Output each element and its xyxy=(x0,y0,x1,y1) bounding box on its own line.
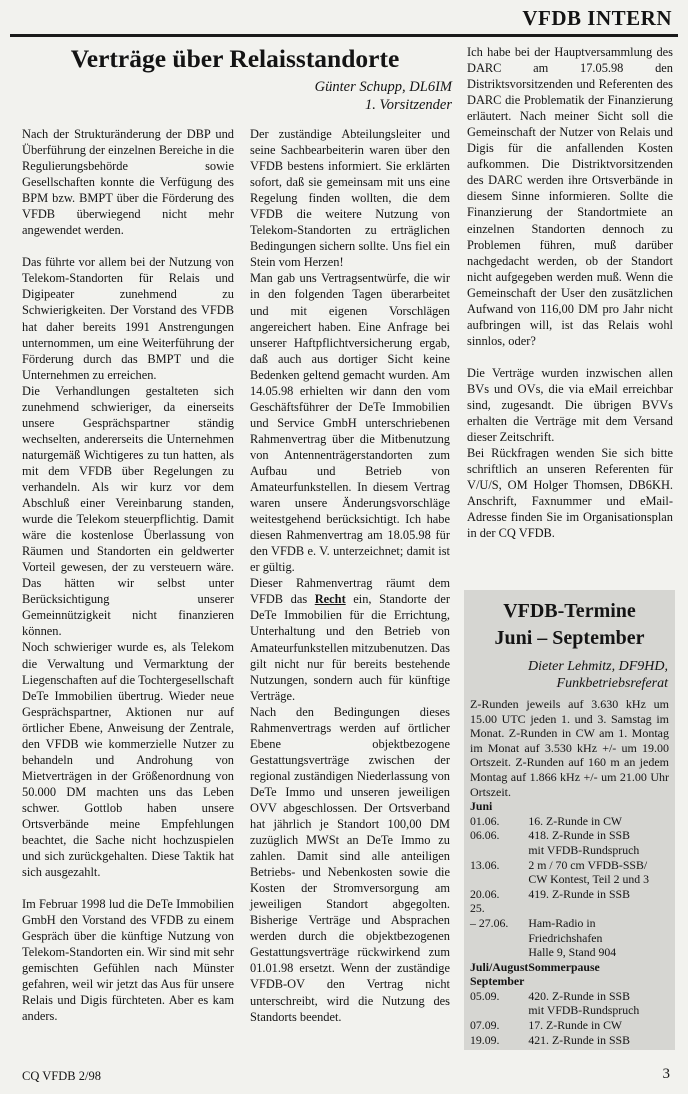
paragraph: Nach der Strukturänderung der DBP und Überführung der einzelnen Bereiche in die Regulierungsbehörde sowie Gesellschaften konnte die Verfügung des BPM bzw. BMPT über die Förderung des VFDB überwiegend nicht mehr angewendet werden. xyxy=(22,127,234,238)
event-text: 418. Z-Runde in SSB xyxy=(528,828,630,843)
footer-issue: CQ VFDB 2/98 xyxy=(22,1069,101,1083)
section-title: VFDB INTERN xyxy=(522,6,672,30)
table-row xyxy=(470,872,649,887)
table-row xyxy=(470,843,649,858)
event-date: – 27.06. xyxy=(470,915,509,930)
terms-title xyxy=(464,598,675,652)
article-column-1 xyxy=(22,126,234,1025)
event-text: Halle 9, Stand 904 xyxy=(528,945,617,960)
event-text xyxy=(528,901,649,916)
table-row xyxy=(470,828,649,843)
paragraph: Die Verhandlungen gestalteten sich zunehmend schwieriger, da einerseits unsere Gesprächspartner ständig wechselten, andererseits die Unternehmen naturgemäß Wichtigeres zu tun hatten, als mit dem VFDB über Regelungen zu verhandeln. Als wir kurz vor dem Abschluß einer Vereinbarung standen, wurde die Telekom steuerpflichtig. Damit wäre die kostenlose Überlassung von Räumen und Standorten ein geldwerter Vorteil gewesen, der zu versteuern wäre. Das hätten wir selbst unter Berücksichtigung unserer Gemeinnützigkeit nicht finanzieren können. xyxy=(22,383,234,639)
paragraph: Man gab uns Vertragsentwürfe, die wir in den folgenden Tagen überarbeitet und mit eigenen Vorschlägen angereichert haben. Eine Anfrage bei unserer Haftpflichtversicherung ergab, daß auch aus dortiger Sicht keine Bedenken geltend gemacht wurden. Am 14.05.98 erhielten wir dann den vom Geschäftsführer der DeTe Immobilien und Service GmbH unterschriebenen Rahmenvertrag über die Mitbenutzung von Antennenträgerstandorten zum Aufbau und Betrieb von Amateurfunkstellen. In diesem Vertrag waren unsere Änderungsvorschläge weitestgehend berücksichtigt. Ich habe diesen Rahmenvertrag am 18.05.98 für den VFDB e. V. unterzeichnet; damit ist er gültig. xyxy=(250,271,450,575)
event-date: 05.09. xyxy=(470,988,500,1003)
month-label: Juni xyxy=(470,799,493,814)
event-date xyxy=(470,945,528,960)
table-row xyxy=(470,931,649,946)
month-label: Juli/August xyxy=(470,959,529,974)
month-label: September xyxy=(470,974,525,989)
month-row xyxy=(470,974,649,989)
event-date: 13.06. xyxy=(470,857,500,872)
event-text: Friedrichshafen xyxy=(528,930,603,945)
page-number: 3 xyxy=(662,1066,670,1082)
recht-emphasis: Recht xyxy=(314,592,346,607)
event-text: mit VFDB-Rundspruch xyxy=(528,842,640,857)
event-text: 420. Z-Runde in SSB xyxy=(528,988,630,1003)
terms-intro: Z-Runden jeweils auf 3.630 kHz um 15.00 UTC jeden 1. und 3. Samstag im Monat. Z-Runden in CW am 1. Montag im Monat auf 3.530 kHz +/- um 19.00 Ortszeit. Z-Runden auf 160 m an jedem Montag auf 1.866 kHz +/- um 21.00 Uhr Ortszeit. xyxy=(470,697,669,799)
top-rule xyxy=(10,34,678,37)
article-column-2 xyxy=(250,126,450,1025)
event-date: 20.06. xyxy=(470,886,500,901)
event-text: mit VFDB-Rundspruch xyxy=(528,1003,640,1018)
event-date: 19.09. xyxy=(470,1032,500,1047)
table-row xyxy=(470,916,649,931)
month-row xyxy=(470,960,649,975)
article-column-3 xyxy=(467,44,673,541)
event-text: Sommerpause xyxy=(528,959,600,974)
event-date: 06.06. xyxy=(470,828,500,843)
event-text: 421. Z-Runde in SSB xyxy=(528,1032,630,1047)
terms-title-line1: VFDB-Termine xyxy=(503,600,636,622)
article-byline xyxy=(160,78,452,114)
event-date xyxy=(470,1003,528,1018)
paragraph: Die Verträge wurden inzwischen allen BVs und OVs, die via eMail erreichbar sind, zugesandt. Die übrigen BVVs erhalten die Verträge mit dem Versand dieser Zeitschrift. xyxy=(467,365,673,445)
table-row xyxy=(470,1018,649,1033)
paragraph: Ich habe bei der Hauptversammlung des DARC am 17.05.98 den Distriktsvorsitzenden und Referenten des DARC die Problematik der Finanzierung erläutert. Nach meiner Sicht soll die Gemeinschaft der Nutzer von Relais und Digis für die anfallenden Kosten aufkommen. Die Distriktvorsitzenden des DARC werden ihre Ortsverbände in diesem Sinne informieren. Sollte die Finanzierung der Standortmiete an einzelnen Standorten dennoch zu Problemen führen, muß darüber nachgedacht werden, ob der Standort nicht aufgegeben werden muß. Wenn die Gemeinschaft der User den zusätzlichen Aufwand von 116,00 DM pro Jahr nicht aufbringen will, ist das Relais wohl sinnlos, oder? xyxy=(467,45,673,348)
month-row xyxy=(470,799,649,814)
terms-byline xyxy=(464,658,675,692)
event-date xyxy=(470,843,528,858)
event-date: 07.09. xyxy=(470,1018,500,1033)
schedule-table xyxy=(470,799,649,1047)
event-text: 2 m / 70 cm VFDB-SSB/ xyxy=(528,857,648,872)
paragraph: Im Februar 1998 lud die DeTe Immobilien GmbH den Vorstand des VFDB zu einem Gespräch über die künftige Nutzung von Telekom-Standorten ein. Wir sind mit sehr gemischten Gefühlen nach Münster gefahren, weil wir jetzt das Aus für unsere Relais und Digis fürchteten. Aber es kam anders. xyxy=(22,897,234,1024)
event-text: 16. Z-Runde in CW xyxy=(528,813,623,828)
table-row xyxy=(470,887,649,902)
paragraph: Das führte vor allem bei der Nutzung von Telekom-Standorten für Relais und Digipeater zunehmend zu Schwierigkeiten. Der Vorstand des VFDB hat daher bereits 1991 Anstrengungen unternommen, um eine Weiterführung der Förderung durch das BMPT und die Unternehmen zu erreichen. xyxy=(22,255,234,382)
table-row xyxy=(470,945,649,960)
recht-before: Dieser Rahmenvertrag räumt dem VFDB das xyxy=(250,576,450,607)
table-row xyxy=(470,858,649,873)
table-row xyxy=(470,901,649,916)
event-text: 17. Z-Runde in CW xyxy=(528,1018,623,1033)
paragraph: Der zuständige Abteilungsleiter und seine Sachbearbeiterin waren über den VFDB bestens informiert. Sie erklärten sofort, daß sie gemeinsam mit uns eine Regelung finden wollten, die dem VFDB die weitere Nutzung von Telekom-Standorten zu erträglichen Bedingungen sichern sollte. Uns fiel ein Stein vom Herzen! xyxy=(250,127,450,270)
table-row xyxy=(470,989,649,1004)
article-title: Verträge über Relaisstandorte xyxy=(70,44,400,73)
author-name: Günter Schupp, DL6IM xyxy=(314,79,452,95)
terms-title-line2: Juni – September xyxy=(494,627,645,649)
table-row xyxy=(470,1033,649,1048)
paragraph: Noch schwieriger wurde es, als Telekom die Verwaltung und Vermarktung der Liegenschaften auf die Tochtergesellschaft DeTe Immobilien übertrug. Wieder neue Gesprächspartner, Aktionen nur auf örtlicher Ebene, Anweisung der Zentrale, den VFDB wie kommerzielle Nutzer zu behandeln und Androhung von Mietverträgen in der Größenordnung von 50.000 DM machten uns das Leben schwer. Gottlob haben unsere Ortsverbände meine Empfehlungen beachtet, die Sache nicht hochzuspielen und sich zurückgehalten. Diese Taktik hat sich ausgezahlt. xyxy=(22,640,234,880)
event-date xyxy=(470,931,528,946)
table-row xyxy=(470,814,649,829)
event-text: Ham-Radio in xyxy=(528,915,596,930)
event-date: 25. xyxy=(470,901,485,916)
terms-box xyxy=(464,590,675,1050)
event-date: 01.06. xyxy=(470,813,500,828)
event-date xyxy=(470,872,528,887)
event-text: CW Kontest, Teil 2 und 3 xyxy=(528,872,649,887)
event-text: 419. Z-Runde in SSB xyxy=(528,886,630,901)
paragraph xyxy=(250,575,450,703)
terms-author-role: Funkbetriebsreferat xyxy=(556,676,668,691)
recht-after: ein, Standorte der DeTe Immobilien für die Errichtung, Unterhaltung und den Betrieb von Amateurfunkstellen mitzubenutzen. Das gilt nicht nur für bereits bestehende Nutzungen, sondern auch für künftige Verträge. xyxy=(250,592,450,703)
author-role: 1. Vorsitzender xyxy=(365,97,452,113)
terms-author-name: Dieter Lehmitz, DF9HD, xyxy=(528,659,668,674)
paragraph: Nach den Bedingungen dieses Rahmenvertrags werden auf örtlicher Ebene objektbezogene Gestattungsverträge zwischen der regional zuständigen Niederlassung von DeTe Immo und unseren jeweiligen OVV abgeschlossen. Der Ortsverband hat jährlich je Standort 100,00 DM zuzüglich MWSt an DeTe Immo zu zahlen. Damit sind alle anteiligen Betriebs- und Nebenkosten sowie die Kosten der Stromversorgung am jeweiligen Standort abgegolten. Bisherige Verträge und Absprachen werden durch die objektbezogenen Gestattungsverträge rückwirkend zum 01.01.98 ersetzt. Wenn der zuständige VFDB-OV den Vertrag nicht unterschreibt, wird die Nutzung des Standorts beendet. xyxy=(250,704,450,1024)
table-row xyxy=(470,1003,649,1018)
paragraph: Bei Rückfragen wenden Sie sich bitte schriftlich an unseren Referenten für V/U/S, OM Holger Thomsen, DB6KH. Anschrift, Faxnummer und eMail-Adresse finden Sie im Organisationsplan in der CQ VFDB. xyxy=(467,446,673,541)
